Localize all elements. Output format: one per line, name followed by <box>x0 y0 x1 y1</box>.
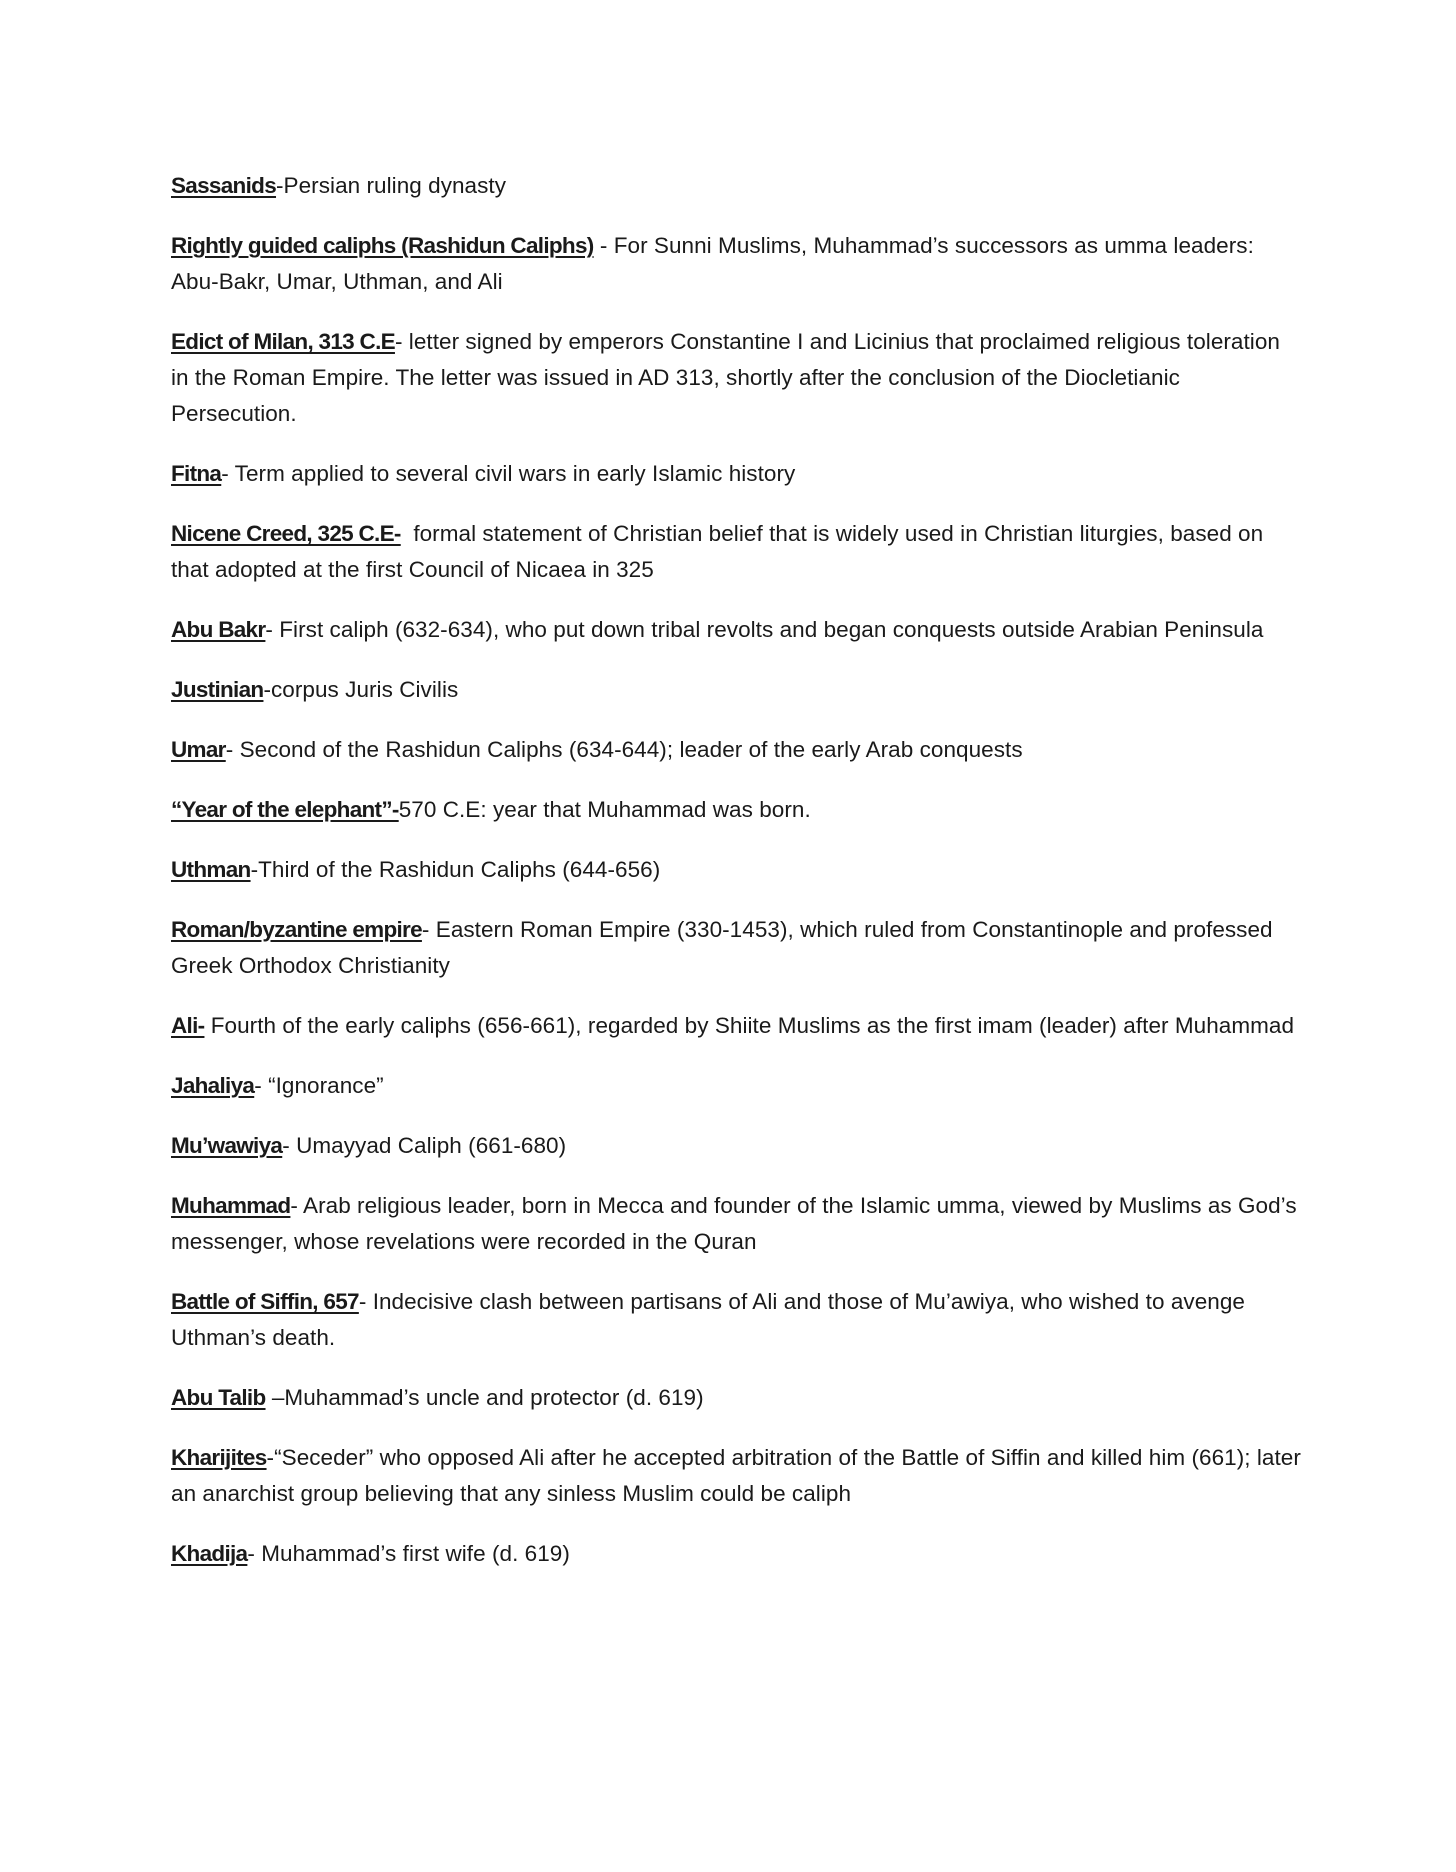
glossary-entry-umar <box>171 732 1301 768</box>
glossary-entry-edict-of-milan <box>171 324 1301 432</box>
term: Battle of Siffin, 657 <box>171 1289 359 1314</box>
document-page <box>171 168 1301 1596</box>
glossary-entry-kharijites <box>171 1440 1301 1512</box>
definition: - Term applied to several civil wars in early Islamic history <box>221 461 796 486</box>
definition: - Muhammad’s first wife (d. 619) <box>247 1541 570 1566</box>
definition: Fourth of the early caliphs (656-661), regarded by Shiite Muslims as the first imam (leader) after Muhammad <box>204 1013 1295 1038</box>
term: Khadija <box>171 1541 248 1566</box>
term: Jahaliya <box>171 1073 255 1098</box>
glossary-entry-fitna <box>171 456 1301 492</box>
definition: - “Ignorance” <box>254 1073 384 1098</box>
glossary-entry-ali <box>171 1008 1301 1044</box>
glossary-entry-year-of-the-elephant <box>171 792 1301 828</box>
glossary-entry-abu-bakr <box>171 612 1301 648</box>
glossary-entry-abu-talib <box>171 1380 1301 1416</box>
definition: -corpus Juris Civilis <box>263 677 459 702</box>
term: Mu’wawiya <box>171 1133 283 1158</box>
glossary-entry-jahaliya <box>171 1068 1301 1104</box>
term: Umar <box>171 737 226 762</box>
definition: –Muhammad’s uncle and protector (d. 619) <box>265 1385 704 1410</box>
term: Nicene Creed, 325 C.E- <box>171 521 401 546</box>
glossary-entry-justinian <box>171 672 1301 708</box>
definition: formal statement of Christian belief that is widely used in Christian liturgies, based on that adopted at the first Council of Nicaea in 325 <box>171 521 1270 582</box>
term: Justinian <box>171 677 264 702</box>
glossary-entry-sassanids <box>171 168 1301 204</box>
term: Abu Talib <box>171 1385 266 1410</box>
definition: 570 C.E: year that Muhammad was born. <box>398 797 811 822</box>
term: Muhammad <box>171 1193 291 1218</box>
term: Fitna <box>171 461 222 486</box>
definition: - For Sunni Muslims, Muhammad’s successors as umma leaders: Abu-Bakr, Umar, Uthman, and Ali <box>171 233 1254 294</box>
term: Edict of Milan, 313 C.E <box>171 329 395 354</box>
glossary-entry-muawiya <box>171 1128 1301 1164</box>
term: Roman/byzantine empire <box>171 917 422 942</box>
definition: -Persian ruling dynasty <box>276 173 507 198</box>
term: Ali- <box>171 1013 205 1038</box>
definition: - First caliph (632-634), who put down tribal revolts and began conquests outside Arabian Peninsula <box>265 617 1264 642</box>
term: Uthman <box>171 857 251 882</box>
glossary-entry-byzantine-empire <box>171 912 1301 984</box>
definition: - Umayyad Caliph (661-680) <box>282 1133 567 1158</box>
glossary-entry-muhammad <box>171 1188 1301 1260</box>
glossary-entry-uthman <box>171 852 1301 888</box>
definition: - Arab religious leader, born in Mecca and founder of the Islamic umma, viewed by Muslims as God’s messenger, whose revelations were recorded in the Quran <box>171 1193 1297 1254</box>
term: Rightly guided caliphs (Rashidun Caliphs) <box>171 233 594 258</box>
term: “Year of the elephant”- <box>171 797 399 822</box>
definition: - Eastern Roman Empire (330-1453), which ruled from Constantinople and professed Greek Orthodox Christianity <box>171 917 1273 978</box>
glossary-entry-rashidun-caliphs <box>171 228 1301 300</box>
glossary-entry-nicene-creed <box>171 516 1301 588</box>
definition: - Second of the Rashidun Caliphs (634-644); leader of the early Arab conquests <box>225 737 1023 762</box>
term: Sassanids <box>171 173 277 198</box>
definition: - Indecisive clash between partisans of Ali and those of Mu’awiya, who wished to avenge Uthman’s death. <box>171 1289 1245 1350</box>
glossary-entry-khadija <box>171 1536 1301 1572</box>
definition: -Third of the Rashidun Caliphs (644-656) <box>250 857 661 882</box>
term: Abu Bakr <box>171 617 266 642</box>
definition: -“Seceder” who opposed Ali after he accepted arbitration of the Battle of Siffin and killed him (661); later an anarchist group believing that any sinless Muslim could be caliph <box>171 1445 1301 1506</box>
definition: - letter signed by emperors Constantine I and Licinius that proclaimed religious toleration in the Roman Empire. The letter was issued in AD 313, shortly after the conclusion of the Diocletianic Persecution. <box>171 329 1280 426</box>
term: Kharijites <box>171 1445 267 1470</box>
glossary-entry-battle-of-siffin <box>171 1284 1301 1356</box>
